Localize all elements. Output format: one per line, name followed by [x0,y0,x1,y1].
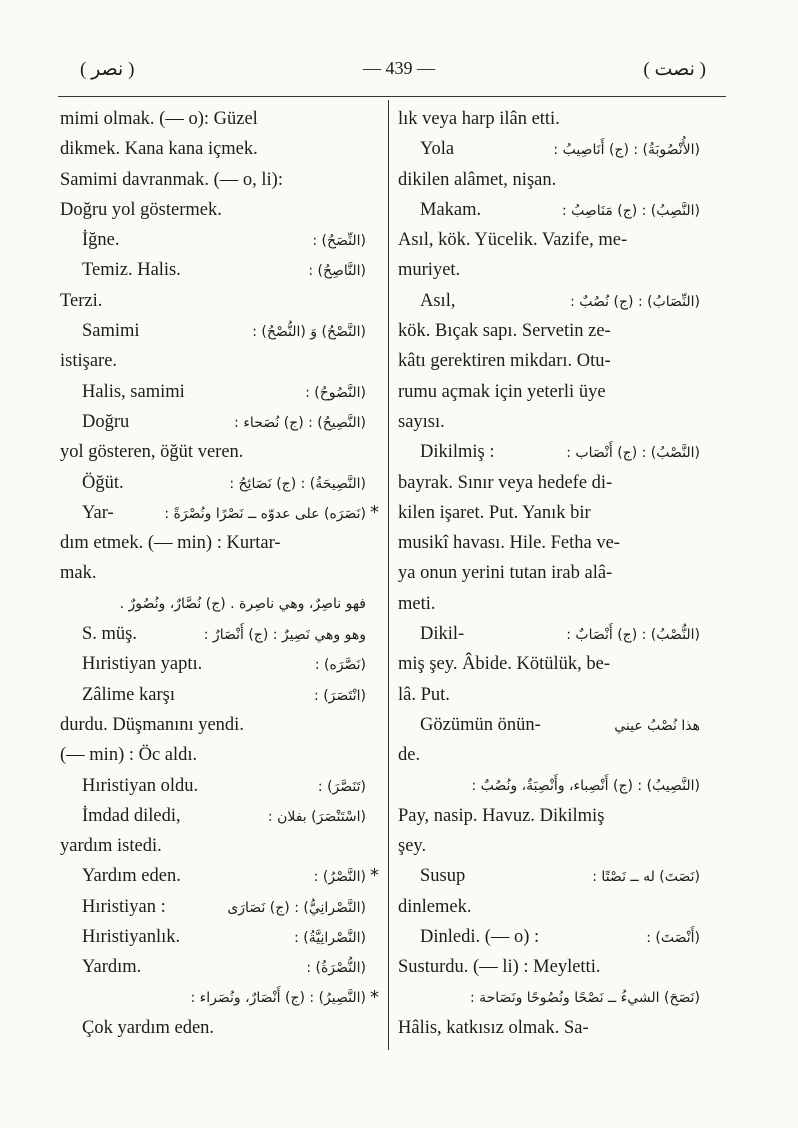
turkish-definition: Yola [420,139,455,160]
text-line [60,195,366,225]
turkish-definition: Yardım eden. [82,866,181,887]
definition-text: musikî havası. Hile. Fetha ve- [398,533,620,554]
arabic-headword: (نَصَرَه) على عدوّه ــ نَصْرًا ونُصْرَةً : [164,505,366,522]
text-line [60,286,366,316]
text-line [398,952,700,982]
dictionary-entry-line [398,922,700,952]
definition-text: yardım istedi. [60,836,162,857]
text-line [398,831,700,861]
turkish-definition: İmdad diledi, [82,805,181,826]
definition-text: Hâlis, katkısız olmak. Sa- [398,1017,589,1038]
definition-text: sayısı. [398,411,445,432]
arabic-headword: (النَّصِيحَةُ) : (ج) نَصَائِحُ : [229,475,366,492]
dictionary-entry-line [60,468,366,498]
definition-text: meti. [398,593,436,614]
text-line [398,892,700,922]
text-line [398,165,700,195]
turkish-definition: Temiz. Halis. [82,260,181,281]
dictionary-entry-line [60,407,366,437]
arabic-headword: (النَّصْرانِيُّ) : (ج) نَصَارَى [227,899,366,916]
definition-text: mimi olmak. (— o): Güzel [60,109,258,129]
text-line [60,165,366,195]
turkish-definition: Hıristiyanlık. [82,927,181,948]
arabic-headword: (نَصَحَ) الشيءُ ــ نَصْحًا ونُصُوحًا ونَصَاحة : [469,989,700,1006]
text-line [398,407,700,437]
text-line [398,649,700,679]
definition-text: dinlemek. [398,896,472,917]
text-line [398,225,700,255]
dictionary-entry-line [60,377,366,407]
dictionary-entry-line [398,195,700,225]
definition-text: Doğru yol göstermek. [60,199,222,220]
turkish-definition: Öğüt. [82,472,124,493]
turkish-definition: Makam. [420,199,482,220]
definition-text: Susturdu. (— li) : Meyletti. [398,957,601,978]
root-marker: * [370,865,379,887]
text-line [398,346,700,376]
arabic-line [60,983,366,1013]
definition-text: şey. [398,836,427,857]
definition-text: istişare. [60,351,118,372]
turkish-definition: Hıristiyan : [82,896,166,917]
arabic-headword: (النَّاصِحُ) : [308,263,366,280]
root-marker: * [370,501,379,523]
definition-text: dım etmek. (— min) : Kurtar- [60,533,281,554]
turkish-definition: Hıristiyan yaptı. [82,654,203,675]
text-line [60,740,366,770]
definition-text: ya onun yerini tutan irab alâ- [398,563,613,584]
arabic-headword: (النَّصْرانِيَّةُ) : [294,930,366,947]
text-line [398,1013,700,1043]
text-line [60,346,366,376]
arabic-headword: (النَّصِيحُ) : (ج) نُصَحاء : [234,414,366,431]
arabic-headword: (النَّصِبُ) : (ج) مَنَاصِبُ : [561,202,700,219]
definition-text: Pay, nasip. Havuz. Dikilmiş [398,805,605,826]
arabic-headword: (النِّصَابُ) : (ج) نُصُبٌ : [570,293,700,310]
text-line [398,377,700,407]
text-line [398,558,700,588]
arabic-headword: هذا نُصْبُ عيني [614,717,700,734]
definition-text: mak. [60,563,97,584]
definition-text: Asıl, kök. Yücelik. Vazife, me- [398,230,628,251]
arabic-line [370,983,700,1013]
text-line [398,680,700,710]
turkish-definition: Dinledi. (— o) : [420,927,540,948]
turkish-definition: S. müş. [82,624,138,645]
arabic-headword: (اسْتَنْصَرَ) بفلان : [267,808,366,825]
dictionary-entry-line [398,134,700,164]
text-line [60,558,366,588]
dictionary-entry-line [60,619,366,649]
dictionary-entry-line [60,225,366,255]
text-line [398,468,700,498]
text-line [398,801,700,831]
dictionary-entry-line [60,952,366,982]
turkish-definition: Susup [420,866,466,887]
turkish-definition: Samimi [82,321,140,342]
header-right-keyword: ( نصت ) [643,59,706,80]
definition-text: kilen işaret. Put. Yanık bir [398,502,591,523]
dictionary-entry-line [60,922,366,952]
arabic-headword: (النَّصُوحُ) : [305,384,366,401]
text-line [60,437,366,467]
arabic-headword: وهو وهي نَصِيرٌ : (ج) أَنْصَارٌ : [203,627,366,644]
dictionary-entry-line [60,680,366,710]
definition-text: muriyet. [398,260,461,281]
arabic-headword: (النُّصْبُ) : (ج) أَنْصَابٌ : [566,627,700,644]
dictionary-entry-line [370,861,700,891]
text-line [398,528,700,558]
turkish-definition: Zâlime karşı [82,684,175,705]
definition-text: bayrak. Sınır veya hedefe di- [398,472,613,493]
right-column [370,104,700,1043]
page-number: — 439 — [363,58,435,78]
dictionary-entry-line [60,649,366,679]
arabic-headword: (الأُنْصُوبَةُ) : (ج) أَنَاصِيبُ : [553,142,700,159]
arabic-headword: (النَّصْبُ) : (ج) أَنْصَاب : [566,445,700,462]
definition-text: de. [398,745,421,766]
definition-text: (— min) : Öc aldı. [60,745,198,766]
left-column [60,104,379,1043]
dictionary-entry-line [60,892,366,922]
turkish-definition: İğne. [82,230,120,251]
definition-text: Samimi davranmak. (— o, li): [60,169,283,190]
dictionary-entry-line [398,286,700,316]
header-rule [58,96,726,97]
header-left-keyword: ( نصر ) [80,59,135,80]
arabic-headword: (النَّصْرُ) : [313,869,366,886]
dictionary-entry-line [60,1013,366,1043]
turkish-definition: Dikil- [420,624,465,645]
arabic-headword: (النُّصْرَةُ) : [306,960,366,977]
definition-text: miş şey. Âbide. Kötülük, be- [398,654,611,675]
arabic-headword: (النِّصَحُ) : [312,233,366,250]
definition-text: dikmek. Kana kana içmek. [60,139,258,160]
text-line [398,498,700,528]
text-line [398,255,700,285]
dictionary-entry-line [60,498,379,528]
definition-text: durdu. Düşmanını yendi. [60,714,244,735]
arabic-headword: (تَنَصَّرَ) : [317,778,366,795]
text-line [398,589,700,619]
turkish-definition: Hıristiyan oldu. [82,775,199,796]
turkish-definition: Gözümün önün- [420,714,541,735]
turkish-definition: Halis, samimi [82,381,185,402]
dictionary-entry-line [398,619,700,649]
turkish-definition: Dikilmiş : [420,442,495,463]
text-line [60,710,366,740]
arabic-headword: (النَّصْحُ) وَ (النُّصْحُ) : [252,324,366,341]
turkish-definition: Asıl, [420,290,456,311]
definition-text: rumu açmak için yeterli üye [398,381,606,402]
arabic-line [398,771,700,801]
arabic-headword: (انْتَصَرَ) : [314,687,366,704]
dictionary-entry-line [398,710,700,740]
arabic-headword: (نَصَّرَه) : [314,657,366,674]
dictionary-entry-line [60,861,366,891]
definition-text: Terzi. [60,290,103,311]
dictionary-entry-line [60,771,366,801]
text-line [60,831,366,861]
arabic-line [60,589,366,619]
dictionary-entry-line [60,255,366,285]
definition-text: dikilen alâmet, nişan. [398,169,557,190]
text-line [60,528,366,558]
arabic-headword: (نَصَتَ) له ــ نَصْتًا : [592,869,700,886]
text-line [398,316,700,346]
root-marker: * [370,986,379,1008]
arabic-headword: (النَّصِيبُ) : (ج) أَنْصِباء، وأَنْصِبَةٌ، ونُصُبٌ : [471,777,700,794]
dictionary-entry-line [398,437,700,467]
definition-text: kök. Bıçak sapı. Servetin ze- [398,321,611,342]
text-line [398,104,700,134]
dictionary-entry-line [60,316,366,346]
definition-text: kâtı gerektiren mikdarı. Otu- [398,351,611,372]
text-line [60,104,366,134]
definition-text: lık veya harp ilân etti. [398,109,560,129]
text-line [398,740,700,770]
dictionary-entry-line [60,801,366,831]
arabic-headword: فهو ناصِرٌ، وهي ناصِرة . (ج) نُصَّارٌ، ونُصُورٌ . [119,595,366,612]
turkish-definition: Doğru [82,411,130,432]
definition-text: lâ. Put. [398,684,450,705]
turkish-definition: Yar- [82,502,114,523]
arabic-headword: (أَنْصَتَ) : [646,930,700,947]
text-line [60,134,366,164]
arabic-headword: (النَّصِيرُ) : (ج) أَنْصَارٌ، ونُصَراء : [190,989,366,1006]
turkish-definition: Çok yardım eden. [82,1017,215,1038]
column-divider [388,100,389,1050]
turkish-definition: Yardım. [82,957,142,978]
definition-text: yol gösteren, öğüt veren. [60,442,244,463]
